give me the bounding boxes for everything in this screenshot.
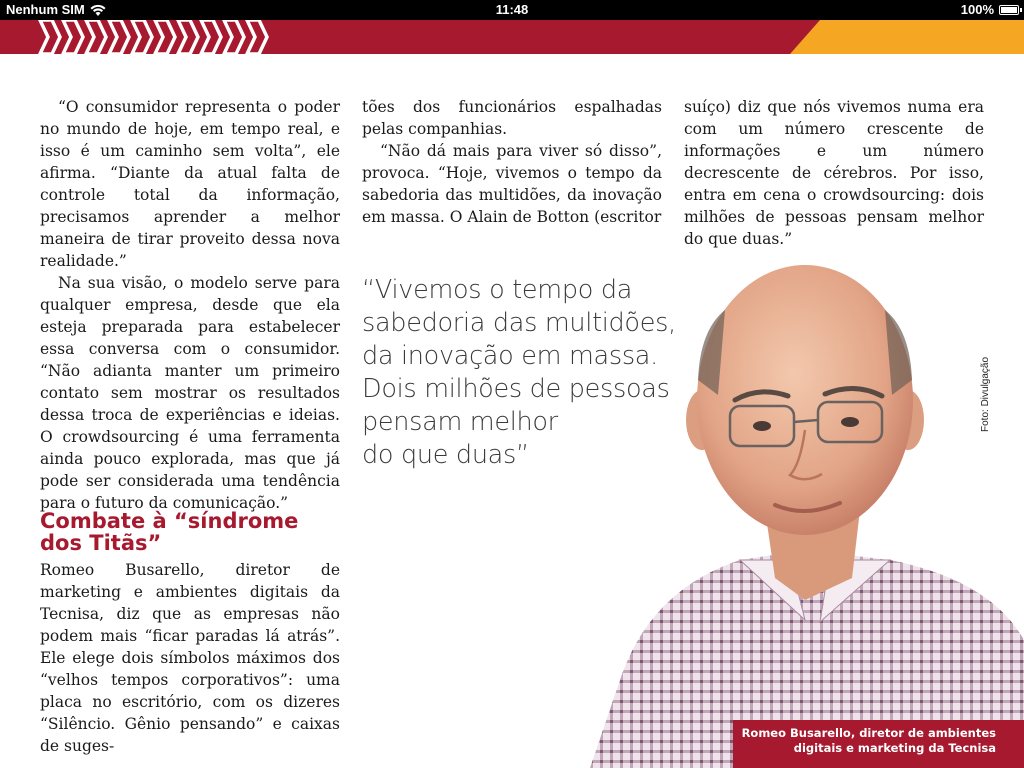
photo-credit: Foto: Divulgação (980, 356, 991, 432)
section-header-band (0, 20, 1024, 54)
article-paragraph: “O consumidor representa o poder no mundo de hoje, em tempo real, e isso é um caminho sem volta”, ele afirma. “Diante da atual falta de controle total da informação, precisamos aprender a melhor maneira de tirar proveito dessa nova realidade.” (40, 98, 340, 270)
photo-caption (733, 720, 1024, 768)
article-column-2 (362, 96, 662, 228)
battery-icon (999, 5, 1019, 15)
article-column-1 (40, 96, 340, 514)
article-column-1-continued (40, 559, 340, 757)
portrait-photo (590, 260, 1024, 768)
carrier-label: Nenhum SIM (6, 2, 85, 17)
clock: 11:48 (495, 2, 529, 17)
pull-quote-line: “Vivemos o tempo da (362, 275, 633, 305)
article-column-3 (684, 96, 984, 250)
caption-line: digitais e marketing da Tecnisa (793, 741, 996, 755)
pull-quote-line: sabedoria das multidões, (362, 308, 676, 338)
article-paragraph: tões dos funcionários espalhadas pelas companhias. (362, 98, 662, 138)
caption-line: Romeo Busarello, diretor de ambientes (741, 726, 996, 740)
pull-quote-line: Dois milhões de pessoas (362, 374, 670, 404)
pull-quote-line: do que duas” (362, 440, 529, 470)
article-paragraph: “Não dá mais para viver só disso”, provoca. “Hoje, vivemos o tempo da sabedoria das multidões, da inovação em massa. O Alain de Botton (escritor (362, 142, 662, 226)
section-subheading: Combate à “síndrome dos Titãs” (40, 509, 299, 555)
pull-quote-line: pensam melhor (362, 407, 558, 437)
article-paragraph: Romeo Busarello, diretor de marketing e ambientes digitais da Tecnisa, diz que as empresas não podem mais “ficar paradas lá atrás”. Ele elege dois símbolos máximos dos “velhos tempos corporativos”: uma placa no escritório, com os dizeres “Silêncio. Gênio pensando” e caixas de suges- (40, 561, 340, 755)
article-paragraph: Na sua visão, o modelo serve para qualquer empresa, desde que ela esteja preparada para estabelecer essa conversa com o consumidor. “Não adianta manter um primeiro contato sem mostrar os resultados dessa troca de experiências e ideias. O crowdsourcing é uma ferramenta ainda pouco explorada, mas que já pode ser considerada uma tendência para o futuro da comunicação.” (40, 274, 340, 512)
pull-quote-line: da inovação em massa. (362, 341, 658, 371)
article-paragraph: suíço) diz que nós vivemos numa era com um número crescente de informações e um número decrescente de cérebros. Por isso, entra em cena o crowdsourcing: dois milhões de pessoas pensam melhor do que duas.” (684, 98, 984, 248)
battery-percentage: 100% (960, 2, 994, 17)
status-bar (0, 0, 1024, 20)
